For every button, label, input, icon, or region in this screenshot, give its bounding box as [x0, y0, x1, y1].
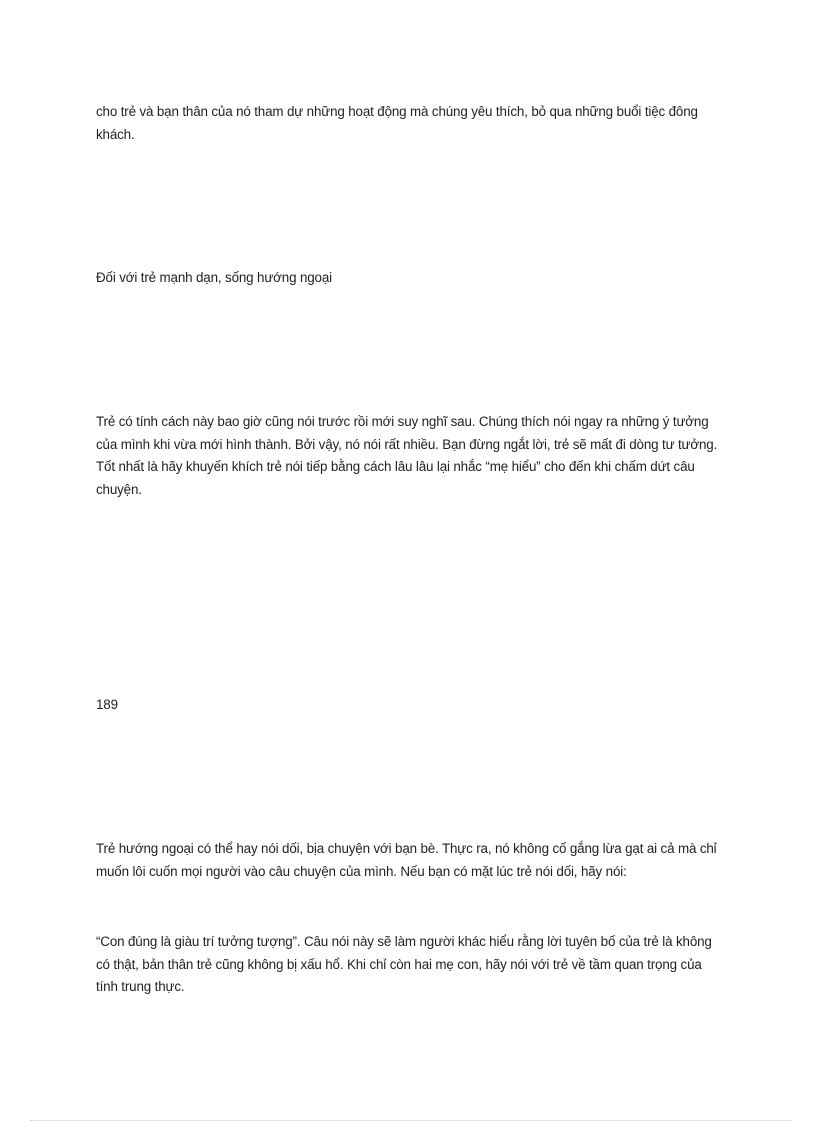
paragraph-extrovert-lying: Trẻ hướng ngoại có thể hay nói dối, bịa chuyện với bạn bè. Thực ra, nó không cố gắng lừa gạt ai cả mà chỉ muốn lôi cuốn mọi người vào câu chuyện của mình. Nếu bạn có mặt lúc trẻ nói dối, hãy nói: — [96, 841, 717, 879]
paragraph-imagination: “Con đúng là giàu trí tưởng tượng”. Câu nói này sẽ làm người khác hiểu rằng lời tuyên bố của trẻ là không có thật, bản thân trẻ cũng không bị xấu hổ. Khi chỉ còn hai mẹ con, hãy nói với trẻ về tầm quan trọng của tính trung thực. — [96, 934, 712, 994]
paragraph-continuation: cho trẻ và bạn thân của nó tham dự những hoạt động mà chúng yêu thích, bỏ qua những buổi tiệc đông khách. — [96, 104, 698, 142]
section-heading: Đối với trẻ mạnh dạn, sống hướng ngoại — [96, 270, 332, 285]
page-number: 189 — [96, 697, 118, 712]
page-bottom-divider — [30, 1120, 792, 1121]
paragraph-extrovert-talk: Trẻ có tính cách này bao giờ cũng nói trước rồi mới suy nghĩ sau. Chúng thích nói ngay ra những ý tưởng của mình khi vừa mới hình thành. Bởi vậy, nó nói rất nhiều. Bạn đừng ngắt lời, trẻ sẽ mất đi dòng tư tưởng. Tốt nhất là hãy khuyến khích trẻ nói tiếp bằng cách lâu lâu lại nhắc “mẹ hiểu” cho đến khi chấm dứt câu chuyện. — [96, 414, 718, 497]
